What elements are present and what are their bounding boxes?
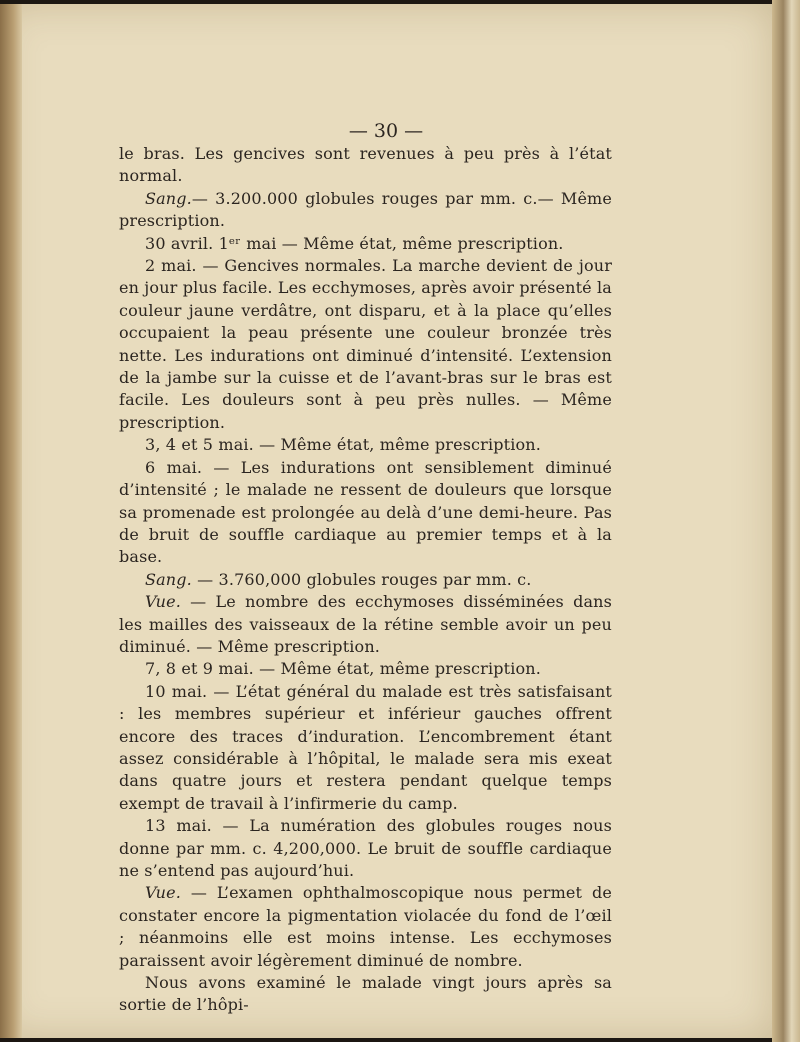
paragraph <box>119 882 612 972</box>
book-edge-right <box>772 0 800 1042</box>
paragraph-text: le bras. Les gencives sont revenues à peu près à l’état normal. <box>119 144 612 186</box>
paragraph <box>119 972 612 1017</box>
paragraph <box>119 815 612 882</box>
paragraph-text: 13 mai. — La numération des globules rouges nous donne par mm. c. 4,200,000. Le bruit de souffle cardiaque ne s’entend pas aujourd’hui. <box>119 816 612 880</box>
paragraph-text: 2 mai. — Gencives normales. La marche devient de jour en jour plus facile. Les ecchymoses, après avoir présenté la couleur jaune verdâtre, ont disparu, et à la place qu’elles occupaient la peau présente une couleur bronzée très nette. Les indurations ont diminué d’intensité. L’extension de la jambe sur la cuisse et de l’avant-bras sur le bras est facile. Les douleurs sont à peu près nulles. — Même prescription. <box>119 256 612 432</box>
paragraph-lead: Vue. <box>145 592 181 612</box>
paragraph <box>119 591 612 658</box>
paragraph <box>119 681 612 815</box>
paragraph-lead: Vue. <box>145 883 181 903</box>
paragraph-lead: Sang. <box>145 569 192 589</box>
paragraph <box>119 434 612 456</box>
paragraph-text: 10 mai. — L’état général du malade est très satisfaisant : les membres supérieur et inférieur gauches offrent encore des traces d’induration. L’encombrement étant assez considérable à l’hôpital, le malade sera mis exeat dans quatre jours et restera pendant quelque temps exempt de travail à l’infirmerie du camp. <box>119 681 612 813</box>
paragraph-text: 3, 4 et 5 mai. — Même état, même prescription. <box>145 435 541 455</box>
page-number: — 30 — <box>348 120 424 142</box>
paragraph-text: 30 avril. 1ᵉʳ mai — Même état, même prescription. <box>145 233 564 253</box>
paragraph-lead: Sang. <box>145 188 192 208</box>
paragraph-text: 6 mai. — Les indurations ont sensiblement diminué d’intensité ; le malade ne ressent de douleurs que lorsque sa promenade est prolongée au delà d’une demi-heure. Pas de bruit de souffle cardiaque au premier temps et à la base. <box>119 457 612 567</box>
paragraph-text: Nous avons examiné le malade vingt jours après sa sortie de l’hôpi- <box>119 973 612 1015</box>
paragraph <box>119 255 612 434</box>
paragraph-text: — 3.760,000 globules rouges par mm. c. <box>191 569 532 589</box>
paragraph <box>119 457 612 569</box>
book-gutter-left <box>0 4 22 1038</box>
paragraph-text: 7, 8 et 9 mai. — Même état, même prescription. <box>145 659 541 679</box>
paragraph <box>119 658 612 680</box>
paragraph <box>119 188 612 233</box>
paragraph <box>119 143 612 188</box>
paragraph <box>119 569 612 591</box>
paragraph-text: — 3.200.000 globules rouges par mm. c.— Même prescription. <box>119 188 612 231</box>
paragraph <box>119 233 612 255</box>
body-text <box>119 143 612 1017</box>
paragraph-text: — L’examen ophthalmoscopique nous permet de constater encore la pigmentation violacée du fond de l’œil ; néanmoins elle est moins intense. Les ecchymoses paraissent avoir légèrement diminué de nombre. <box>119 883 612 970</box>
paragraph-text: — Le nombre des ecchymoses disséminées dans les mailles des vaisseaux de la rétine semble avoir un peu diminué. — Même prescription. <box>119 592 612 656</box>
